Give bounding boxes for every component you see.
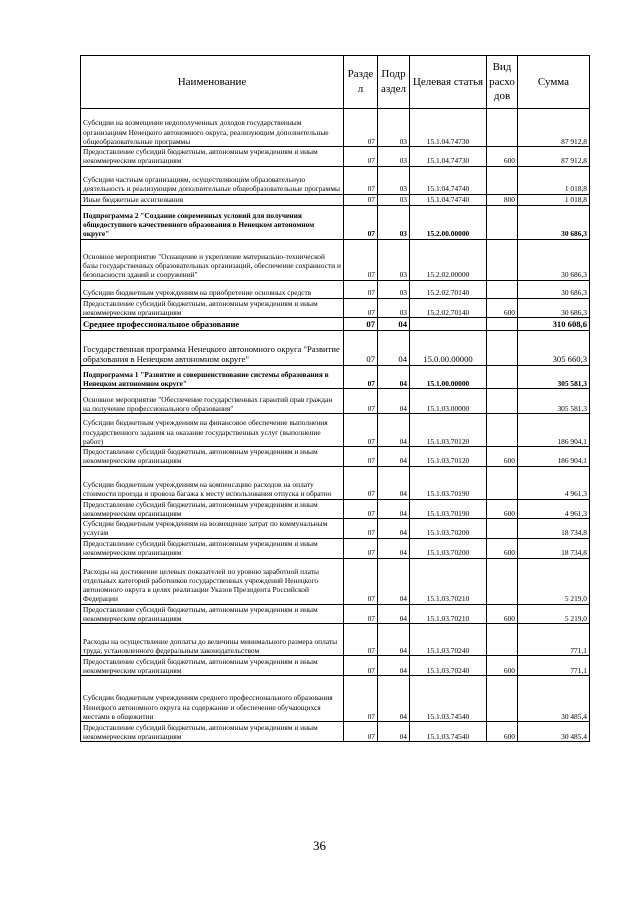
row-sum: 186 904,1 [518, 447, 590, 467]
row-subsection: 04 [378, 366, 410, 389]
table-row [81, 499, 590, 519]
row-target: 15.1.03.74540 [410, 722, 487, 742]
row-section: 07 [344, 414, 378, 447]
table-row [81, 558, 590, 604]
table-row [81, 205, 590, 239]
table-row [81, 656, 590, 676]
row-sum: 30 485,4 [518, 722, 590, 742]
row-exp-type [487, 318, 518, 331]
table-row [81, 109, 590, 147]
row-sum: 4 961,3 [518, 466, 590, 499]
row-exp-type [487, 109, 518, 147]
row-section: 07 [344, 466, 378, 499]
row-section: 07 [344, 624, 378, 656]
row-exp-type [487, 331, 518, 366]
row-subsection: 04 [378, 558, 410, 604]
row-section: 07 [344, 280, 378, 298]
row-section: 07 [344, 604, 378, 624]
row-section: 07 [344, 366, 378, 389]
row-name: Предоставление субсидий бюджетным, автономным учреждениям и иным некоммерческим организациям [81, 447, 344, 467]
row-name: Субсидии на возмещение недополученных доходов государственным организациям Ненецкого автономного округа, реализующим дополнительные общеобразовательные программы [81, 109, 344, 147]
row-section: 07 [344, 166, 378, 194]
row-target: 15.2.02.70140 [410, 280, 487, 298]
row-name: Государственная программа Ненецкого автономного округа "Развитие образования в Ненецком автономном округе" [81, 331, 344, 366]
row-name: Субсидии частным организациям, осуществляющим образовательную деятельность и реализующим дополнительные общеобразовательные программы [81, 166, 344, 194]
row-target: 15.1.03.70240 [410, 624, 487, 656]
row-section: 07 [344, 239, 378, 280]
table-row [81, 466, 590, 499]
row-exp-type [487, 239, 518, 280]
row-sum: 310 608,6 [518, 318, 590, 331]
row-name: Предоставление субсидий бюджетным, автономным учреждениям и иным некоммерческим организациям [81, 499, 344, 519]
row-subsection: 03 [378, 109, 410, 147]
header-target: Целевая статья [410, 56, 487, 109]
row-exp-type [487, 466, 518, 499]
row-sum: 87 912,8 [518, 109, 590, 147]
row-exp-type [487, 414, 518, 447]
row-exp-type: 800 [487, 194, 518, 205]
row-sum: 4 961,3 [518, 499, 590, 519]
row-exp-type [487, 366, 518, 389]
table-row [81, 166, 590, 194]
row-name: Предоставление субсидий бюджетным, автономным учреждениям и иным некоммерческим организациям [81, 604, 344, 624]
row-target: 15.1.03.74540 [410, 676, 487, 722]
row-sum: 30 485,4 [518, 676, 590, 722]
row-target: 15.1.04.74740 [410, 194, 487, 205]
row-sum: 30 686,3 [518, 239, 590, 280]
row-section: 07 [344, 147, 378, 167]
table-row [81, 366, 590, 389]
row-section: 07 [344, 194, 378, 205]
row-sum: 305 581,3 [518, 389, 590, 414]
row-target: 15.1.03.70190 [410, 499, 487, 519]
row-target: 15.1.00.00000 [410, 366, 487, 389]
row-target: 15.1.04.74730 [410, 109, 487, 147]
header-name: Наименование [81, 56, 344, 109]
row-target: 15.1.04.74730 [410, 147, 487, 167]
row-sum: 771,1 [518, 624, 590, 656]
row-sum: 771,1 [518, 656, 590, 676]
row-section: 07 [344, 447, 378, 467]
table-row [81, 414, 590, 447]
row-exp-type: 600 [487, 604, 518, 624]
row-subsection: 03 [378, 239, 410, 280]
row-sum: 87 912,8 [518, 147, 590, 167]
header-subsection: Подр аздел [378, 56, 410, 109]
row-sum: 30 686,3 [518, 280, 590, 298]
table-row [81, 519, 590, 539]
row-target [410, 318, 487, 331]
table-row [81, 722, 590, 742]
row-target: 15.1.03.70200 [410, 519, 487, 539]
row-exp-type: 600 [487, 722, 518, 742]
row-target: 15.1.03.70210 [410, 558, 487, 604]
row-sum: 305 581,3 [518, 366, 590, 389]
row-exp-type [487, 624, 518, 656]
row-subsection: 03 [378, 280, 410, 298]
row-subsection: 04 [378, 722, 410, 742]
row-subsection: 04 [378, 676, 410, 722]
row-name: Субсидии бюджетным учреждениям среднего профессионального образования Ненецкого автономного округа на содержание и обеспечение обучающихся местами в общежитии [81, 676, 344, 722]
row-name: Предоставление субсидий бюджетным, автономным учреждениям и иным некоммерческим организациям [81, 656, 344, 676]
row-subsection: 04 [378, 519, 410, 539]
row-target: 15.1.03.70190 [410, 466, 487, 499]
table-row [81, 280, 590, 298]
table-row [81, 147, 590, 167]
row-name: Подпрограмма 1 "Развитие и совершенствование системы образования в Ненецком автономном округе" [81, 366, 344, 389]
row-target: 15.1.03.00000 [410, 389, 487, 414]
row-name: Расходы на осуществление доплаты до величины минимального размера оплаты труда, установленного федеральным законодательством [81, 624, 344, 656]
row-section: 07 [344, 331, 378, 366]
row-section: 07 [344, 722, 378, 742]
row-sum: 30 686,3 [518, 205, 590, 239]
row-section: 07 [344, 389, 378, 414]
row-exp-type: 600 [487, 298, 518, 318]
budget-table [80, 55, 590, 742]
table-row [81, 239, 590, 280]
row-section: 07 [344, 519, 378, 539]
row-exp-type [487, 558, 518, 604]
row-subsection: 03 [378, 166, 410, 194]
row-subsection: 04 [378, 414, 410, 447]
table-row [81, 604, 590, 624]
row-exp-type: 600 [487, 147, 518, 167]
row-name: Среднее профессиональное образование [81, 318, 344, 331]
row-section: 07 [344, 656, 378, 676]
row-sum: 186 904,1 [518, 414, 590, 447]
row-section: 07 [344, 205, 378, 239]
table-row [81, 331, 590, 366]
row-name: Основное мероприятие "Обеспечение государственных гарантий прав граждан на получение профессионального образования" [81, 389, 344, 414]
row-name: Предоставление субсидий бюджетным, автономным учреждениям и иным некоммерческим организациям [81, 722, 344, 742]
row-subsection: 04 [378, 318, 410, 331]
row-subsection: 04 [378, 389, 410, 414]
row-target: 15.2.00.00000 [410, 205, 487, 239]
row-sum: 305 660,3 [518, 331, 590, 366]
row-target: 15.1.03.70120 [410, 447, 487, 467]
row-subsection: 04 [378, 466, 410, 499]
row-target: 15.2.02.00000 [410, 239, 487, 280]
table-row [81, 318, 590, 331]
header-row [81, 56, 590, 109]
row-exp-type [487, 205, 518, 239]
row-subsection: 04 [378, 538, 410, 558]
row-target: 15.0.00.00000 [410, 331, 487, 366]
table-row [81, 676, 590, 722]
row-sum: 18 734,8 [518, 519, 590, 539]
row-section: 07 [344, 109, 378, 147]
row-exp-type: 600 [487, 499, 518, 519]
row-subsection: 04 [378, 447, 410, 467]
row-target: 15.1.03.70200 [410, 538, 487, 558]
table-row [81, 389, 590, 414]
table-row [81, 624, 590, 656]
row-sum: 1 018,8 [518, 194, 590, 205]
row-exp-type [487, 166, 518, 194]
row-exp-type: 600 [487, 656, 518, 676]
row-section: 07 [344, 298, 378, 318]
table-row [81, 538, 590, 558]
row-section: 07 [344, 499, 378, 519]
row-section: 07 [344, 676, 378, 722]
row-subsection: 03 [378, 194, 410, 205]
row-exp-type: 600 [487, 538, 518, 558]
row-subsection: 03 [378, 298, 410, 318]
row-exp-type [487, 389, 518, 414]
row-name: Иные бюджетные ассигнования [81, 194, 344, 205]
row-name: Подпрограмма 2 "Создание современных условий для получения общедоступного качественного образования в Ненецком автономном округе" [81, 205, 344, 239]
row-name: Предоставление субсидий бюджетным, автономным учреждениям и иным некоммерческим организациям [81, 147, 344, 167]
row-sum: 30 686,3 [518, 298, 590, 318]
header-sum: Сумма [518, 56, 590, 109]
table-body [81, 109, 590, 742]
page-number: 36 [313, 838, 326, 853]
row-name: Расходы на достижение целевых показателей по уровню заработной платы отдельных категорий работников государственных учреждений Ненецкого автономного округа в целях реализации Указов Президента Российской Федерации [81, 558, 344, 604]
table-row [81, 298, 590, 318]
row-sum: 5 219,0 [518, 558, 590, 604]
row-section: 07 [344, 538, 378, 558]
row-target: 15.2.02.70140 [410, 298, 487, 318]
row-sum: 1 018,8 [518, 166, 590, 194]
row-subsection: 04 [378, 624, 410, 656]
row-exp-type [487, 519, 518, 539]
row-target: 15.1.03.70210 [410, 604, 487, 624]
row-sum: 5 219,0 [518, 604, 590, 624]
table-row [81, 194, 590, 205]
row-section: 07 [344, 318, 378, 331]
row-subsection: 04 [378, 499, 410, 519]
row-name: Субсидии бюджетным учреждениям на компенсацию расходов на оплату стоимости проезда и провоза багажа к месту использования отпуска и обратно [81, 466, 344, 499]
row-name: Основное мероприятие "Оснащение и укрепление материально-технической базы государственных образовательных организаций, обеспечение сохранности и безопасности зданий и сооружений" [81, 239, 344, 280]
row-subsection: 04 [378, 656, 410, 676]
table-row [81, 447, 590, 467]
row-exp-type: 600 [487, 447, 518, 467]
row-target: 15.1.03.70240 [410, 656, 487, 676]
row-target: 15.1.04.74740 [410, 166, 487, 194]
row-subsection: 04 [378, 331, 410, 366]
row-name: Предоставление субсидий бюджетным, автономным учреждениям и иным некоммерческим организациям [81, 538, 344, 558]
row-name: Субсидии бюджетным учреждениям на приобретение основных средств [81, 280, 344, 298]
row-name: Субсидии бюджетным учреждениям на возмещение затрат по коммунальным услугам [81, 519, 344, 539]
row-subsection: 03 [378, 205, 410, 239]
row-name: Предоставление субсидий бюджетным, автономным учреждениям и иным некоммерческим организациям [81, 298, 344, 318]
row-exp-type [487, 676, 518, 722]
row-subsection: 04 [378, 604, 410, 624]
row-exp-type [487, 280, 518, 298]
header-section: Разде л [344, 56, 378, 109]
header-exp-type: Вид расхо дов [487, 56, 518, 109]
row-subsection: 03 [378, 147, 410, 167]
row-target: 15.1.03.70120 [410, 414, 487, 447]
row-sum: 18 734,8 [518, 538, 590, 558]
row-section: 07 [344, 558, 378, 604]
row-name: Субсидии бюджетным учреждениям на финансовое обеспечение выполнения государственного задания на оказание государственных услуг (выполнение работ) [81, 414, 344, 447]
